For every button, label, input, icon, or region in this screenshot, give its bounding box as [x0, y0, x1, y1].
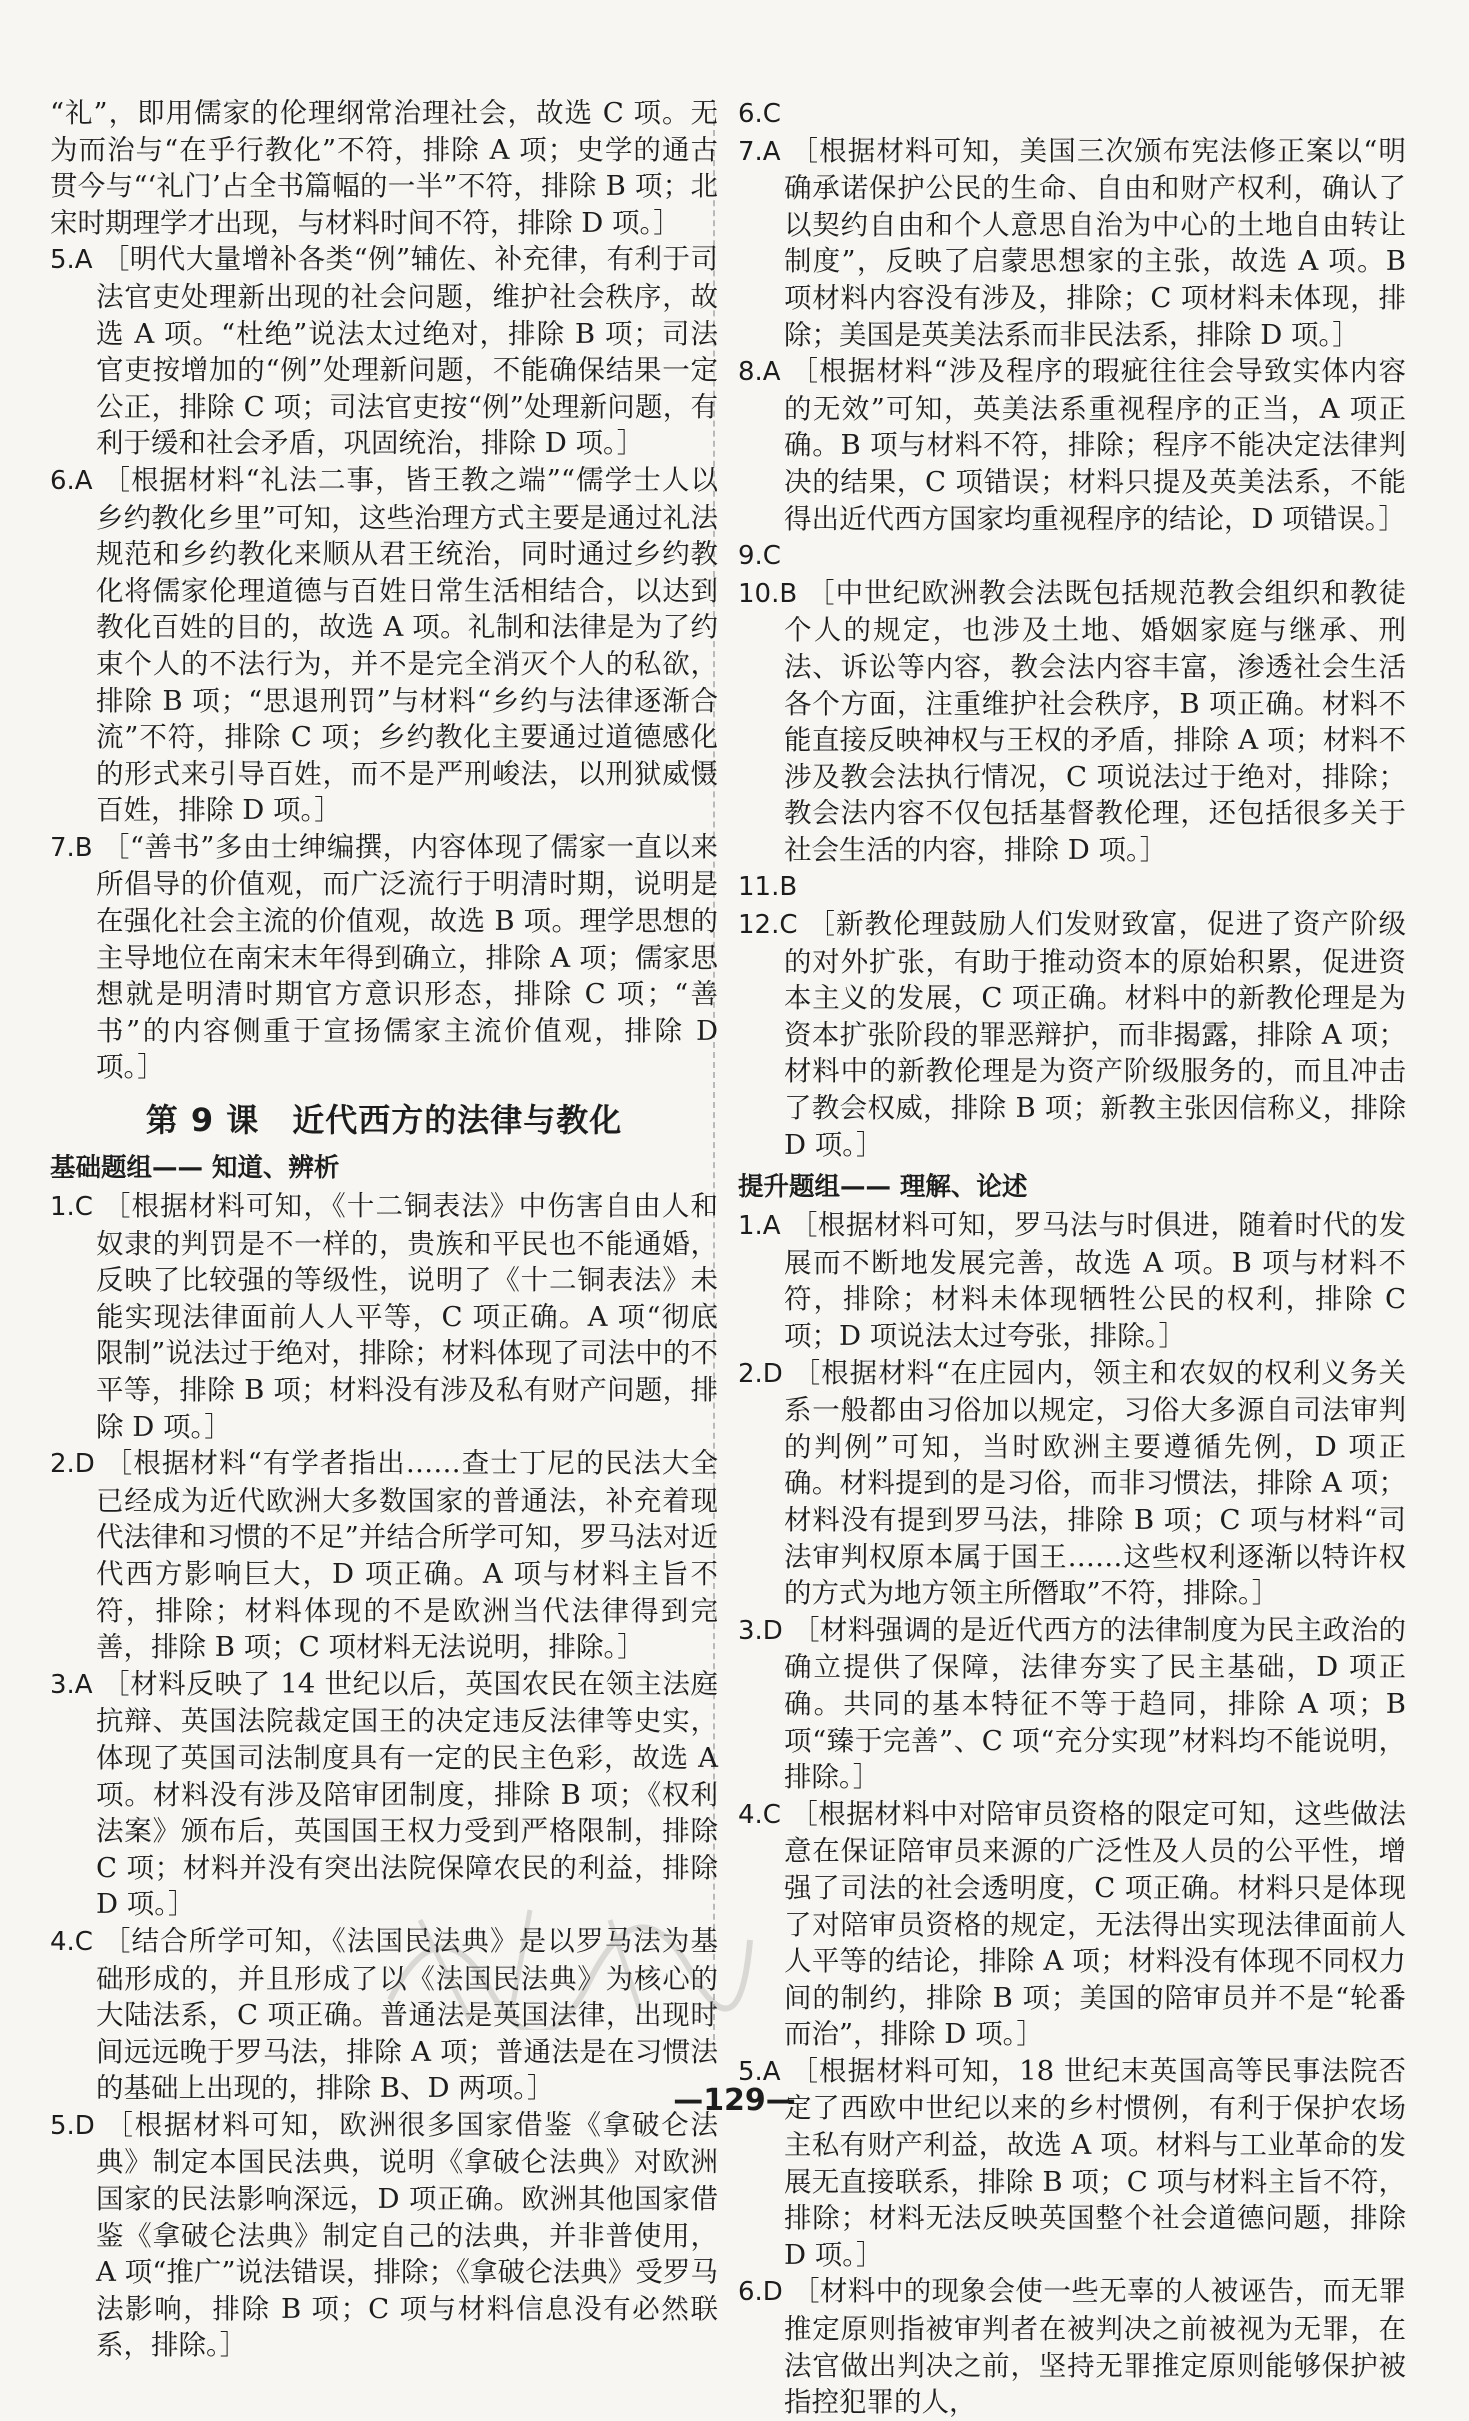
answer-item [738, 906, 1406, 1163]
answer-number: 10.B [738, 578, 798, 609]
answer-number: 12.C [738, 910, 798, 941]
answer-number: 4.C [738, 1799, 781, 1830]
answer-number: 7.A [738, 136, 781, 167]
answer-text: ［根据材料可知，欧洲很多国家借鉴《拿破仑法典》制定本国民法典，说明《拿破仑法典》对欧洲国家的民法影响深远，D 项正确。欧洲其他国家借鉴《拿破仑法典》制定自己的法典，并非普使用，A 项“推广”说法错误，排除；《拿破仑法典》受罗马法影响，排除 B 项；C 项与材料信息没有必然联系，排除。］ [96, 2108, 718, 2362]
answer-item [738, 1612, 1406, 1796]
answer-text: ［明代大量增补各类“例”辅佐、补充律，有利于司法官吏处理新出现的社会问题，维护社会秩序，故选 A 项。“杜绝”说法太过绝对，排除 B 项；司法官吏按增加的“例”处理新问题，不能确保结果一定公正，排除 C 项；司法官吏按“例”处理新问题，有利于缓和社会矛盾，巩固统治，排除 D 项。］ [96, 243, 718, 460]
answer-number: 3.A [50, 1669, 93, 1700]
answer-item [738, 95, 1406, 133]
answer-item [738, 575, 1406, 869]
answer-item [50, 829, 718, 1086]
page-number: —129— [673, 2083, 796, 2118]
answer-item [50, 462, 718, 829]
answer-number: 2.D [738, 1358, 783, 1389]
answer-item [738, 1207, 1406, 1354]
left-column [50, 95, 718, 2364]
answer-text: ［根据材料“礼法二事，皆王教之端”“儒学士人以乡约教化乡里”可知，这些治理方式主要是通过礼法规范和乡约教化来顺从君王统治，同时通过乡约教化将儒家伦理道德与百姓日常生活相结合，以达到教化百姓的目的，故选 A 项。礼制和法律是为了约束个人的不法行为，并不是完全消灭个人的私欲，排除 B 项；“思退刑罚”与材料“乡约与法律逐渐合流”不符，排除 C 项；乡约教化主要通过道德感化的形式来引导百姓，而不是严刑峻法，以刑狱威慑百姓，排除 D 项。］ [96, 463, 718, 827]
answer-text: ［根据材料可知，美国三次颁布宪法修正案以“明确承诺保护公民的生命、自由和财产权利，确认了以契约自由和个人意思自治为中心的土地自由转让制度”，反映了启蒙思想家的主张，故选 A 项。B 项材料内容没有涉及，排除；C 项材料未体现，排除；美国是英美法系而非民法系，排除 D 项。］ [784, 134, 1406, 351]
section-title: 基础题组—— 知道、辨析 [50, 1153, 340, 1184]
answer-text: ［材料强调的是近代西方的法律制度为民主政治的确立提供了保障，法律夯实了民主基础，D 项正确。共同的基本特征不等于趋同，排除 A 项；B 项“臻于完善”、C 项“充分实现”材料均不能说明，排除。］ [784, 1613, 1406, 1794]
answer-item [50, 2107, 718, 2364]
answer-number: 1.A [738, 1211, 781, 1242]
answer-number: 6.C [738, 99, 781, 129]
section-title: 提升题组—— 理解、论述 [738, 1172, 1028, 1203]
answer-text: ［根据材料可知，18 世纪末英国高等民事法院否定了西欧中世纪以来的乡村惯例，有利于保护农场主私有财产利益，故选 A 项。材料与工业革命的发展无直接联系，排除 B 项；C 项与材料主旨不符，排除；材料无法反映英国整个社会道德问题，排除 D 项。］ [784, 2054, 1407, 2271]
answer-item [738, 353, 1406, 537]
answer-text: ［中世纪欧洲教会法既包括规范教会组织和教徒个人的规定，也涉及土地、婚姻家庭与继承、刑法、诉讼等内容，教会法内容丰富，渗透社会生活各个方面，注重维护社会秩序，B 项正确。材料不能直接反映神权与王权的矛盾，排除 A 项；材料不涉及教会法执行情况，C 项说法过于绝对，排除；教会法内容不仅包括基督教伦理，还包括很多关于社会生活的内容，排除 D 项。］ [784, 576, 1407, 866]
answer-item [738, 537, 1406, 575]
answer-number: 11.B [738, 872, 798, 903]
answer-number: 3.D [738, 1615, 783, 1646]
answer-number: 5.A [738, 2056, 781, 2087]
answer-number: 6.D [738, 2277, 783, 2308]
answer-item [50, 1923, 718, 2107]
answer-number: 2.D [50, 1449, 95, 1480]
answer-number: 5.D [50, 2110, 95, 2141]
lesson-title: 第 9 课 近代西方的法律与教化 [145, 1101, 623, 1140]
answer-item [738, 1355, 1406, 1612]
answer-number: 9.C [738, 541, 781, 572]
answer-number: 7.B [50, 832, 93, 863]
answer-number: 4.C [50, 1926, 93, 1957]
answer-text: ［材料中的现象会使一些无辜的人被诬告，而无罪推定原则指被审判者在被判决之前被视为无罪，在法官做出判决之前，坚持无罪推定原则能够保护被指控犯罪的人， [784, 2275, 1406, 2419]
answer-item [50, 1188, 718, 1445]
answer-text: ［根据材料可知，罗马法与时俱进，随着时代的发展而不断地发展完善，故选 A 项。B 项与材料不符，排除；材料未体现牺牲公民的权利，排除 C 项；D 项说法太过夸张，排除。］ [784, 1209, 1406, 1352]
answer-number: 5.A [50, 245, 93, 276]
answer-text: ［根据材料“有学者指出……查士丁尼的民法大全已经成为近代欧洲大多数国家的普通法，补充着现代法律和习惯的不足”并结合所学可知，罗马法对近代西方影响巨大，D 项正确。A 项与材料主旨不符，排除；材料体现的不是欧洲当代法律得到完善，排除 B 项；C 项材料无法说明，排除。］ [96, 1447, 718, 1664]
answer-item [50, 1666, 718, 1923]
answer-text: ［材料反映了 14 世纪以后，英国农民在领主法庭抗辩、英国法院裁定国王的决定违反法律等史实，体现了英国司法制度具有一定的民主色彩，故选 A 项。材料没有涉及陪审团制度，排除 B 项；《权利法案》颁布后，英国国王权力受到严格限制，排除 C 项；材料并没有突出法院保障农民的利益，排除 D 项。］ [96, 1667, 718, 1921]
right-column [738, 95, 1406, 2421]
answer-text: ［“善书”多由士绅编撰，内容体现了儒家一直以来所倡导的价值观，而广泛流行于明清时期，说明是在强化社会主流的价值观，故选 B 项。理学思想的主导地位在南宋末年得到确立，排除 A 项；儒家思想就是明清时期官方意识形态，排除 C 项；“善书”的内容侧重于宣扬儒家主流价值观，排除 D 项。］ [96, 830, 718, 1084]
answer-item [738, 1796, 1406, 2053]
answer-text: ［根据材料“在庄园内，领主和农奴的权利义务关系一般都由习俗加以规定，习俗大多源自司法审判的判例”可知，当时欧洲主要遵循先例，D 项正确。材料提到的是习俗，而非习惯法，排除 A 项；材料没有提到罗马法，排除 B 项；C 项与材料“司法审判权原本属于国王……这些权利逐渐以特许权的方式为地方领主所僭取”不符，排除。］ [784, 1356, 1406, 1610]
answer-item [738, 868, 1406, 906]
answer-continuation: “礼”，即用儒家的伦理纲常治理社会，故选 C 项。无为而治与“在乎行教化”不符，排除 A 项；史学的通古贯今与“‘礼门’占全书篇幅的一半”不符，排除 B 项；北宋时期理学才出现，与材料时间不符，排除 D 项。］ [50, 97, 718, 239]
answer-text: ［根据材料“涉及程序的瑕疵往往会导致实体内容的无效”可知，英美法系重视程序的正当，A 项正确。B 项与材料不符，排除；程序不能决定法律判决的结果，C 项错误；材料只提及英美法系，不能得出近代西方国家均重视程序的结论，D 项错误。］ [784, 355, 1407, 535]
answer-text: ［结合所学可知，《法国民法典》是以罗马法为基础形成的，并且形成了以《法国民法典》为核心的大陆法系，C 项正确。普通法是英国法律，出现时间远远晚于罗马法，排除 A 项；普通法是在习惯法的基础上出现的，排除 B、D 两项。］ [96, 1924, 719, 2105]
answer-item [50, 1445, 718, 1666]
answer-item [50, 241, 718, 462]
answer-number: 6.A [50, 465, 93, 496]
answer-text: ［根据材料中对陪审员资格的限定可知，这些做法意在保证陪审员来源的广泛性及人员的公平性，增强了司法的社会透明度，C 项正确。材料只是体现了对陪审员资格的规定，无法得出实现法律面前人人平等的结论，排除 A 项；材料没有体现不同权力间的制约，排除 B 项；美国的陪审员并不是“轮番而治”，排除 D 项。］ [784, 1797, 1407, 2051]
answer-text: ［根据材料可知，《十二铜表法》中伤害自由人和奴隶的判罚是不一样的，贵族和平民也不能通婚，反映了比较强的等级性，说明了《十二铜表法》未能实现法律面前人人平等，C 项正确。A 项“彻底限制”说法过于绝对，排除；材料体现了司法中的不平等，排除 B 项；材料没有涉及私有财产问题，排除 D 项。］ [96, 1190, 719, 1443]
answer-text: ［新教伦理鼓励人们发财致富，促进了资产阶级的对外扩张，有助于推动资本的原始积累，促进资本主义的发展，C 项正确。材料中的新教伦理是为资本扩张阶段的罪恶辩护，而非揭露，排除 A 项；材料中的新教伦理是为资产阶级服务的，而且冲击了教会权威，排除 B 项；新教主张因信称义，排除 D 项。］ [784, 908, 1407, 1161]
answer-item [738, 2273, 1406, 2420]
answer-number: 8.A [738, 357, 781, 388]
top-edge [0, 0, 1469, 30]
answer-number: 1.C [50, 1192, 93, 1223]
answer-item [738, 133, 1406, 354]
